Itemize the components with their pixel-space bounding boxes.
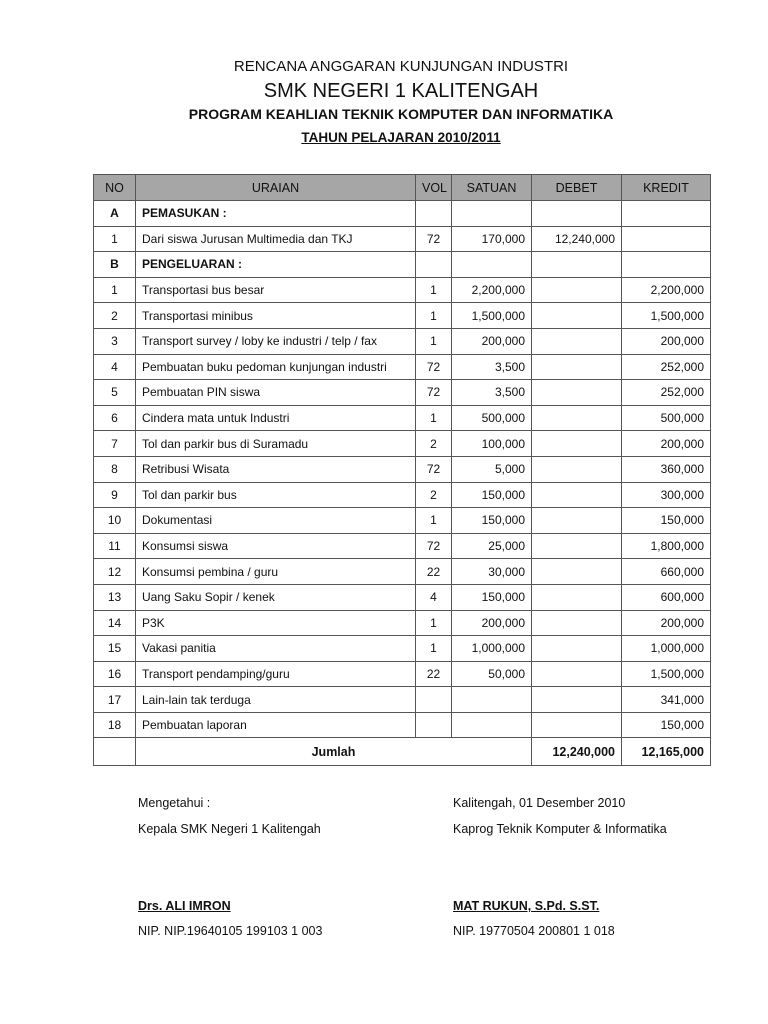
table-row [94,431,711,457]
cell-vol: 72 [416,456,452,482]
table-row [94,277,711,303]
budget-table [93,174,711,766]
cell-vol: 2 [416,431,452,457]
acknowledgement-label: Mengetahui : [138,796,211,810]
cell-debet [532,328,622,354]
cell-uraian: Uang Saku Sopir / kenek [136,584,416,610]
cell-no: 6 [94,405,136,431]
table-row [94,533,711,559]
cell-satuan [452,712,532,738]
cell-debet [532,508,622,534]
table-row [94,328,711,354]
cell-vol [416,687,452,713]
cell-uraian: Pembuatan PIN siswa [136,380,416,406]
cell-debet [532,712,622,738]
cell-uraian: Cindera mata untuk Industri [136,405,416,431]
cell-satuan: 2,200,000 [452,277,532,303]
section-code: A [94,201,136,227]
cell-kredit: 500,000 [622,405,711,431]
table-header-row [94,175,711,201]
cell-debet [532,405,622,431]
cell-no: 11 [94,533,136,559]
cell-satuan: 25,000 [452,533,532,559]
cell-no: 10 [94,508,136,534]
academic-year [0,130,768,145]
cell-kredit: 1,000,000 [622,636,711,662]
table-row [94,482,711,508]
table-row [94,354,711,380]
cell-vol: 72 [416,533,452,559]
program-head-nip: NIP. 19770504 200801 1 018 [453,924,615,938]
cell-kredit: 300,000 [622,482,711,508]
cell-satuan: 30,000 [452,559,532,585]
cell-uraian: Transportasi bus besar [136,277,416,303]
cell-no: 8 [94,456,136,482]
column-header-satuan: SATUAN [452,175,532,201]
cell-satuan: 50,000 [452,661,532,687]
cell-debet [532,456,622,482]
cell-vol: 22 [416,661,452,687]
total-row [94,738,711,766]
cell-no: 3 [94,328,136,354]
cell-vol: 22 [416,559,452,585]
cell-kredit: 1,500,000 [622,661,711,687]
total-label: Jumlah [136,738,532,766]
cell-debet: 12,240,000 [532,226,622,252]
cell-uraian: Dokumentasi [136,508,416,534]
program-head-name [453,899,599,913]
cell-uraian: Dari siswa Jurusan Multimedia dan TKJ [136,226,416,252]
section-code: B [94,252,136,278]
cell-satuan: 3,500 [452,380,532,406]
cell-vol: 2 [416,482,452,508]
total-debet: 12,240,000 [532,738,622,766]
cell-no: 15 [94,636,136,662]
section-row-expenses [94,252,711,278]
cell-uraian: P3K [136,610,416,636]
cell-uraian: Tol dan parkir bus di Suramadu [136,431,416,457]
program-head-title: Kaprog Teknik Komputer & Informatika [453,822,667,836]
cell-kredit: 150,000 [622,712,711,738]
cell-kredit: 600,000 [622,584,711,610]
cell-kredit: 200,000 [622,610,711,636]
cell-vol: 72 [416,354,452,380]
cell-vol: 1 [416,405,452,431]
cell-debet [532,277,622,303]
table-row [94,456,711,482]
cell-kredit: 341,000 [622,687,711,713]
column-header-vol: VOL [416,175,452,201]
table-row [94,636,711,662]
cell-satuan: 200,000 [452,328,532,354]
cell-kredit [622,226,711,252]
cell-kredit: 200,000 [622,431,711,457]
cell-no: 7 [94,431,136,457]
cell-no: 2 [94,303,136,329]
table-row [94,226,711,252]
school-name: SMK NEGERI 1 KALITENGAH [263,80,539,102]
column-header-uraian: URAIAN [136,175,416,201]
cell-satuan: 5,000 [452,456,532,482]
cell-no: 5 [94,380,136,406]
cell-kredit: 252,000 [622,380,711,406]
cell-debet [532,636,622,662]
headmaster-nip: NIP. NIP.19640105 199103 1 003 [138,924,323,938]
column-header-kredit: KREDIT [622,175,711,201]
cell-no: 17 [94,687,136,713]
cell-no: 12 [94,559,136,585]
cell-no: 14 [94,610,136,636]
cell-uraian: Transport survey / loby ke industri / telp / fax [136,328,416,354]
cell-debet [532,687,622,713]
cell-no: 4 [94,354,136,380]
cell-uraian: Konsumsi siswa [136,533,416,559]
section-row-income [94,201,711,227]
cell-debet [532,610,622,636]
cell-satuan: 150,000 [452,482,532,508]
cell-satuan: 100,000 [452,431,532,457]
cell-no: 1 [94,226,136,252]
cell-no: 16 [94,661,136,687]
cell-satuan: 500,000 [452,405,532,431]
cell-uraian: Transport pendamping/guru [136,661,416,687]
column-header-debet: DEBET [532,175,622,201]
table-row [94,303,711,329]
cell-debet [532,380,622,406]
cell-satuan: 150,000 [452,584,532,610]
document-title-line-1: RENCANA ANGGARAN KUNJUNGAN INDUSTRI [233,58,569,75]
cell-no: 18 [94,712,136,738]
cell-debet [532,559,622,585]
program-head-name-text: MAT RUKUN, S.Pd. S.ST. [453,899,600,913]
cell-vol: 1 [416,328,452,354]
cell-debet [532,431,622,457]
cell-kredit: 200,000 [622,328,711,354]
cell-uraian: Retribusi Wisata [136,456,416,482]
cell-uraian: Konsumsi pembina / guru [136,559,416,585]
table-row [94,405,711,431]
total-kredit: 12,165,000 [622,738,711,766]
table-row [94,380,711,406]
cell-kredit: 1,500,000 [622,303,711,329]
cell-kredit: 150,000 [622,508,711,534]
cell-kredit: 2,200,000 [622,277,711,303]
cell-no: 1 [94,277,136,303]
headmaster-name [138,899,231,913]
cell-kredit: 1,800,000 [622,533,711,559]
table-body [94,201,711,766]
cell-uraian: Pembuatan laporan [136,712,416,738]
cell-uraian: Pembuatan buku pedoman kunjungan industri [136,354,416,380]
cell-no: 13 [94,584,136,610]
cell-vol: 72 [416,380,452,406]
cell-satuan: 200,000 [452,610,532,636]
cell-debet [532,661,622,687]
cell-debet [532,303,622,329]
section-label: PENGELUARAN : [136,252,416,278]
cell-uraian: Transportasi minibus [136,303,416,329]
cell-vol: 1 [416,610,452,636]
cell-kredit: 360,000 [622,456,711,482]
cell-vol: 72 [416,226,452,252]
program-name: PROGRAM KEAHLIAN TEKNIK KOMPUTER DAN INFORMATIKA [188,106,614,122]
table-row [94,508,711,534]
headmaster-title: Kepala SMK Negeri 1 Kalitengah [138,822,321,836]
column-header-no: NO [94,175,136,201]
cell-satuan [452,687,532,713]
cell-vol: 1 [416,303,452,329]
cell-vol: 1 [416,277,452,303]
cell-satuan: 170,000 [452,226,532,252]
table-row [94,661,711,687]
cell-vol: 4 [416,584,452,610]
academic-year-text: TAHUN PELAJARAN 2010/2011 [301,130,501,145]
table-row [94,584,711,610]
cell-vol: 1 [416,636,452,662]
cell-uraian: Vakasi panitia [136,636,416,662]
table-row [94,610,711,636]
table-row [94,687,711,713]
cell-debet [532,533,622,559]
cell-vol: 1 [416,508,452,534]
cell-satuan: 3,500 [452,354,532,380]
section-label: PEMASUKAN : [136,201,416,227]
cell-uraian: Lain-lain tak terduga [136,687,416,713]
table-row [94,712,711,738]
cell-no: 9 [94,482,136,508]
cell-debet [532,354,622,380]
cell-debet [532,482,622,508]
cell-satuan: 1,000,000 [452,636,532,662]
headmaster-name-text: Drs. ALI IMRON [138,899,231,913]
cell-kredit: 660,000 [622,559,711,585]
table-row [94,559,711,585]
cell-debet [532,584,622,610]
cell-satuan: 150,000 [452,508,532,534]
place-date: Kalitengah, 01 Desember 2010 [453,796,626,810]
cell-uraian: Tol dan parkir bus [136,482,416,508]
cell-vol [416,712,452,738]
cell-kredit: 252,000 [622,354,711,380]
cell-satuan: 1,500,000 [452,303,532,329]
